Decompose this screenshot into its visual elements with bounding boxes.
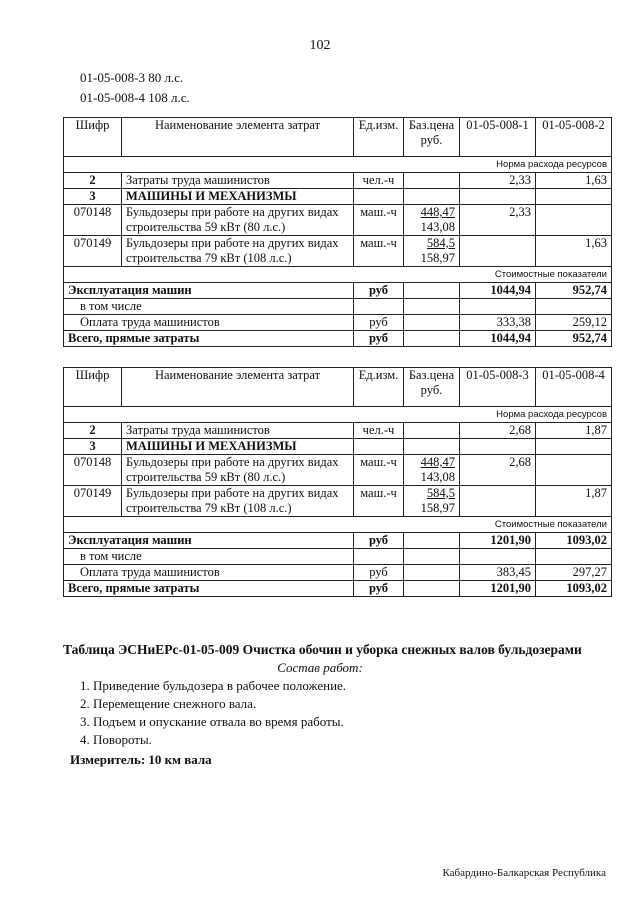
pay-label: Оплата труда машинистов <box>64 315 354 331</box>
labor-code: 2 <box>64 173 122 189</box>
machine-base-price: 448,47 143,08 <box>404 205 460 236</box>
labor-v2: 1,87 <box>536 423 612 439</box>
header-name: Наименование элемента затрат <box>122 118 354 157</box>
machine-v1: 2,33 <box>460 205 536 236</box>
machine-name: Бульдозеры при работе на других видах строительства 59 кВт (80 л.с.) <box>122 455 354 486</box>
pay-v2: 297,27 <box>536 565 612 581</box>
machine-name: Бульдозеры при работе на других видах строительства 79 кВт (108 л.с.) <box>122 236 354 267</box>
measure-unit: Измеритель: 10 км вала <box>70 752 212 767</box>
machines-code: 3 <box>64 439 122 455</box>
labor-name: Затраты труда машинистов <box>122 173 354 189</box>
machine-unit: маш.-ч <box>354 455 404 486</box>
labor-v2: 1,63 <box>536 173 612 189</box>
machine-v2: 1,63 <box>536 236 612 267</box>
exploit-v2: 1093,02 <box>536 533 612 549</box>
pay-unit: руб <box>354 565 404 581</box>
work-step: 3. Подъем и опускание отвала во время работы. <box>80 714 344 729</box>
work-steps <box>80 677 346 749</box>
labor-unit: чел.-ч <box>354 173 404 189</box>
labor-v1: 2,68 <box>460 423 536 439</box>
machine-unit: маш.-ч <box>354 486 404 517</box>
machine-base-price: 584,5 158,97 <box>404 236 460 267</box>
footer-region: Кабардино-Балкарская Республика <box>442 867 606 879</box>
norm-label: Норма расхода ресурсов <box>64 157 612 173</box>
header-shifr: Шифр <box>64 118 122 157</box>
section-title: Таблица ЭСНиЕРс-01-05-009 Очистка обочин и уборка снежных валов бульдозерами <box>63 642 582 657</box>
total-label: Всего, прямые затраты <box>64 331 354 347</box>
machine-base-price: 584,5 158,97 <box>404 486 460 517</box>
header-base-price: Баз.цена руб. <box>404 368 460 407</box>
header-unit: Ед.изм. <box>354 368 404 407</box>
machine-code: 070148 <box>64 205 122 236</box>
header-col1: 01-05-008-3 <box>460 368 536 407</box>
pay-v2: 259,12 <box>536 315 612 331</box>
pay-v1: 333,38 <box>460 315 536 331</box>
machine-base-price: 448,47 143,08 <box>404 455 460 486</box>
machine-name: Бульдозеры при работе на других видах строительства 59 кВт (80 л.с.) <box>122 205 354 236</box>
exploit-unit: руб <box>354 533 404 549</box>
machines-name: МАШИНЫ И МЕХАНИЗМЫ <box>122 439 354 455</box>
machine-code: 070148 <box>64 455 122 486</box>
machine-name: Бульдозеры при работе на других видах строительства 79 кВт (108 л.с.) <box>122 486 354 517</box>
exploit-v1: 1044,94 <box>460 283 536 299</box>
total-label: Всего, прямые затраты <box>64 581 354 597</box>
norm-label: Норма расхода ресурсов <box>64 407 612 423</box>
labor-v1: 2,33 <box>460 173 536 189</box>
header-base-price: Баз.цена руб. <box>404 118 460 157</box>
machines-name: МАШИНЫ И МЕХАНИЗМЫ <box>122 189 354 205</box>
including-label: в том числе <box>64 299 354 315</box>
total-unit: руб <box>354 331 404 347</box>
total-v2: 1093,02 <box>536 581 612 597</box>
exploit-label: Эксплуатация машин <box>64 283 354 299</box>
machine-code: 070149 <box>64 486 122 517</box>
machine-v2 <box>536 455 612 486</box>
code-line: 01-05-008-3 80 л.с. <box>80 70 184 85</box>
machines-code: 3 <box>64 189 122 205</box>
header-col2: 01-05-008-4 <box>536 368 612 407</box>
labor-code: 2 <box>64 423 122 439</box>
pay-v1: 383,45 <box>460 565 536 581</box>
machine-v2 <box>536 205 612 236</box>
resource-table-1 <box>63 117 612 347</box>
work-step: 2. Перемещение снежного вала. <box>80 696 257 711</box>
exploit-unit: руб <box>354 283 404 299</box>
machine-unit: маш.-ч <box>354 236 404 267</box>
machine-v2: 1,87 <box>536 486 612 517</box>
machine-v1 <box>460 486 536 517</box>
header-name: Наименование элемента затрат <box>122 368 354 407</box>
total-v1: 1201,90 <box>460 581 536 597</box>
work-step: 4. Повороты. <box>80 732 152 747</box>
exploit-label: Эксплуатация машин <box>64 533 354 549</box>
machine-code: 070149 <box>64 236 122 267</box>
total-v1: 1044,94 <box>460 331 536 347</box>
header-unit: Ед.изм. <box>354 118 404 157</box>
exploit-v1: 1201,90 <box>460 533 536 549</box>
code-line: 01-05-008-4 108 л.с. <box>80 90 190 105</box>
machine-v1 <box>460 236 536 267</box>
header-shifr: Шифр <box>64 368 122 407</box>
including-label: в том числе <box>64 549 354 565</box>
composition-title: Состав работ: <box>277 660 363 675</box>
page-number: 102 <box>309 38 331 53</box>
resource-table-2 <box>63 367 612 597</box>
header-col1: 01-05-008-1 <box>460 118 536 157</box>
pay-unit: руб <box>354 315 404 331</box>
exploit-v2: 952,74 <box>536 283 612 299</box>
labor-name: Затраты труда машинистов <box>122 423 354 439</box>
code-list <box>80 68 190 108</box>
cost-label: Стоимостные показатели <box>64 267 612 283</box>
labor-unit: чел.-ч <box>354 423 404 439</box>
header-col2: 01-05-008-2 <box>536 118 612 157</box>
total-unit: руб <box>354 581 404 597</box>
cost-label: Стоимостные показатели <box>64 517 612 533</box>
total-v2: 952,74 <box>536 331 612 347</box>
pay-label: Оплата труда машинистов <box>64 565 354 581</box>
work-step: 1. Приведение бульдозера в рабочее положение. <box>80 678 347 693</box>
machine-unit: маш.-ч <box>354 205 404 236</box>
machine-v1: 2,68 <box>460 455 536 486</box>
